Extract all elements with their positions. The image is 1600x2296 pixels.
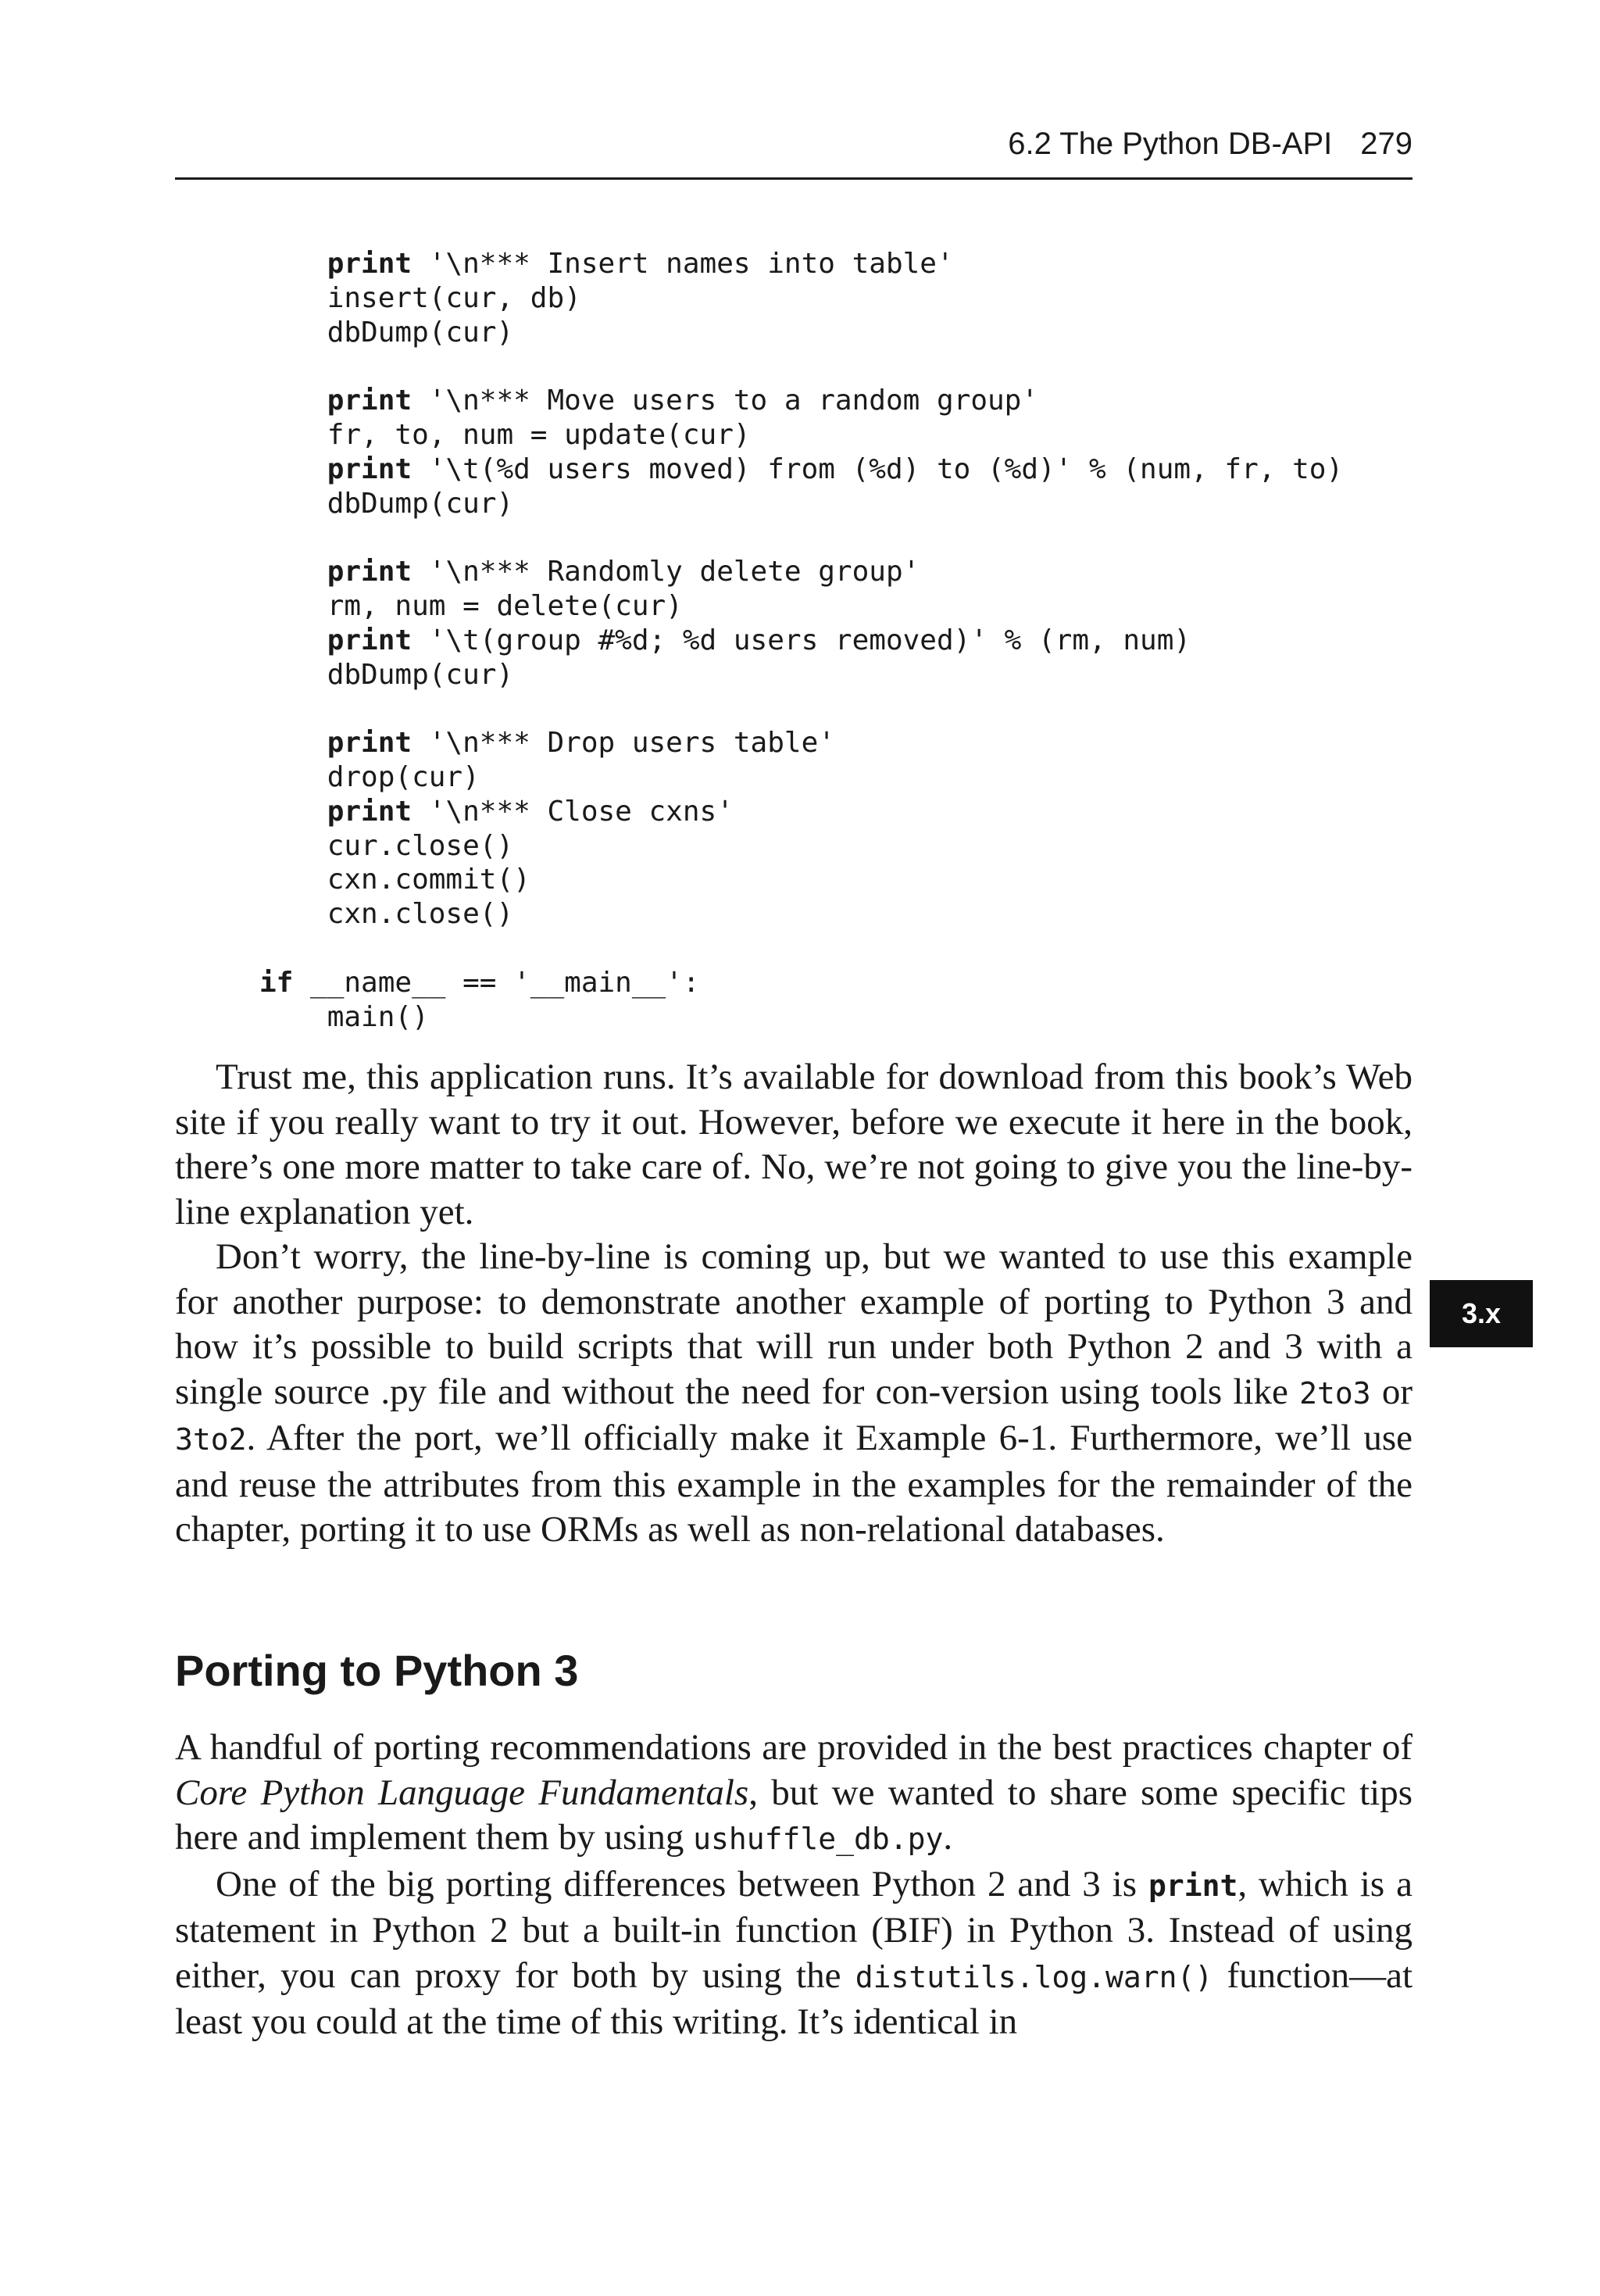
- code-line: [259, 316, 1431, 350]
- code-text: rm, num = delete(cur): [327, 589, 683, 622]
- code-indent: [259, 727, 327, 759]
- code-listing: [259, 247, 1431, 1034]
- code-keyword: print: [327, 384, 412, 417]
- book-title: Core Python Language Fundamentals: [175, 1772, 749, 1813]
- code-text: cxn.commit(): [327, 864, 530, 896]
- code-indent: [259, 488, 327, 520]
- code-line: [259, 760, 1431, 795]
- code-line: [259, 1000, 1431, 1035]
- code-line: [259, 795, 1431, 829]
- inline-code-3to2: 3to2: [175, 1422, 247, 1457]
- code-line: [259, 487, 1431, 521]
- code-line: [259, 624, 1431, 658]
- code-line: [259, 418, 1431, 452]
- code-text: insert(cur, db): [327, 281, 581, 314]
- code-text: fr, to, num = update(cur): [327, 418, 751, 451]
- running-head: [175, 120, 1412, 167]
- code-line: [259, 452, 1431, 487]
- code-indent: [259, 659, 327, 691]
- text-span: .: [943, 1817, 953, 1858]
- inline-code-filename: ushuffle_db.py: [693, 1822, 944, 1856]
- code-indent: [259, 624, 327, 656]
- code-line: [259, 863, 1431, 897]
- body-text-upper: [175, 1055, 1412, 1553]
- text-span: , but we wanted to share some specific tips here and implement them by using: [175, 1772, 1412, 1858]
- paragraph-porting-purpose: [175, 1235, 1412, 1553]
- code-indent: [259, 384, 327, 417]
- code-indent: [259, 556, 327, 588]
- code-line: [259, 966, 1431, 1000]
- code-line: [259, 658, 1431, 692]
- code-indent: [259, 453, 327, 485]
- code-indent: [259, 830, 327, 862]
- code-indent: [259, 317, 327, 349]
- text-span: . After the port, we’ll officially make it Example 6-1. Furthermore, we’ll use and reuse the attributes from this example in the examples for the remainder of the chapter, porting it to use ORMs as well as non-relational databases.: [175, 1418, 1412, 1550]
- code-indent: [259, 898, 327, 930]
- code-line: [259, 281, 1431, 316]
- code-line: [259, 555, 1431, 589]
- code-text: '\n*** Insert names into table': [412, 248, 954, 280]
- code-line: [259, 897, 1431, 932]
- page-number: 279: [1360, 127, 1412, 161]
- code-indent: [259, 796, 327, 828]
- code-line: [259, 726, 1431, 760]
- inline-code-print: print: [1148, 1868, 1238, 1903]
- code-line: [259, 520, 1431, 555]
- code-indent: [259, 282, 327, 314]
- code-line: [259, 349, 1431, 384]
- code-line: [259, 589, 1431, 624]
- code-line: [259, 384, 1431, 418]
- code-text: '\n*** Move users to a random group': [412, 384, 1039, 417]
- header-rule: [175, 177, 1412, 180]
- body-text-lower: [175, 1726, 1412, 2045]
- edge-tab-python3: 3.x: [1430, 1280, 1533, 1347]
- code-keyword: if: [259, 966, 294, 999]
- code-indent: [259, 590, 327, 622]
- code-text: __name__ == '__main__':: [293, 966, 700, 999]
- code-line: [259, 829, 1431, 864]
- code-line: [259, 932, 1431, 966]
- inline-code-warn: distutils.log.warn(): [855, 1959, 1213, 1994]
- running-head-section: 6.2 The Python DB-API: [1008, 127, 1333, 161]
- code-text: '\n*** Close cxns': [412, 795, 734, 828]
- code-keyword: print: [327, 795, 412, 828]
- code-indent: [259, 248, 327, 280]
- inline-code-2to3: 2to3: [1299, 1375, 1371, 1411]
- code-text: '\n*** Randomly delete group': [412, 556, 920, 588]
- code-keyword: print: [327, 556, 412, 588]
- code-keyword: print: [327, 727, 412, 760]
- section-heading: Porting to Python 3: [175, 1646, 579, 1695]
- paragraph-porting-recommendations: [175, 1726, 1412, 1862]
- code-keyword: print: [327, 248, 412, 280]
- text-span: , which is a statement in Python 2 but a built-in function (BIF) in Python 3. Instead of using either, you can proxy for both by using the: [175, 1863, 1412, 1996]
- code-line: [259, 247, 1431, 281]
- code-indent: [259, 419, 327, 451]
- paragraph-print-differences: [175, 1862, 1412, 2045]
- code-text: main(): [327, 1000, 429, 1033]
- code-keyword: print: [327, 452, 412, 485]
- text-span: or: [1370, 1371, 1412, 1412]
- code-text: dbDump(cur): [327, 487, 514, 520]
- text-span: function—at least you could at the time of this writing. It’s identical in: [175, 1954, 1412, 2042]
- code-line: [259, 692, 1431, 726]
- code-keyword: print: [327, 624, 412, 656]
- code-indent: [259, 1001, 327, 1033]
- code-text: '\t(group #%d; %d users removed)' % (rm, num): [412, 624, 1191, 656]
- paragraph-trust-me: Trust me, this application runs. It’s available for download from this book’s Web site if you really want to try it out. However, before we execute it here in the book, there’s one more matter to take care of. No, we’re not going to give you the line-by-line explanation yet.: [175, 1057, 1412, 1232]
- code-text: '\t(%d users moved) from (%d) to (%d)' % (num, fr, to): [412, 452, 1344, 485]
- code-indent: [259, 761, 327, 793]
- code-indent: [259, 864, 327, 896]
- text-span: One of the big porting differences between Python 2 and 3 is: [216, 1863, 1148, 1904]
- code-text: dbDump(cur): [327, 316, 514, 349]
- code-text: drop(cur): [327, 760, 480, 793]
- text-span: A handful of porting recommendations are provided in the best practices chapter of: [175, 1727, 1412, 1768]
- code-text: '\n*** Drop users table': [412, 727, 835, 760]
- code-text: cxn.close(): [327, 898, 514, 931]
- text-span: Don’t worry, the line-by-line is coming up, but we wanted to use this example for another purpose: to demonstrate another example of porting to Python 3 and how it’s possible to build scripts that will run under both Python 2 and 3 with a single source .py file and without the need for con-version using tools like: [175, 1236, 1412, 1412]
- code-text: cur.close(): [327, 829, 514, 862]
- code-text: dbDump(cur): [327, 658, 514, 691]
